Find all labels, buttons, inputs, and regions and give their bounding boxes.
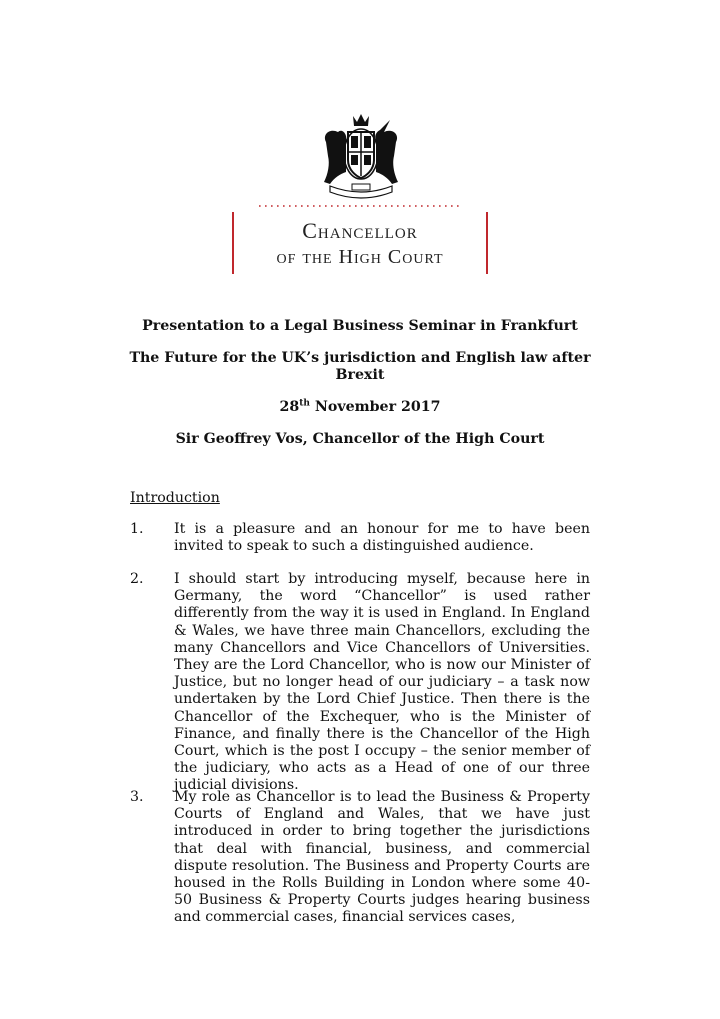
- paragraph-3: [130, 789, 590, 927]
- date-rest: November 2017: [309, 399, 441, 415]
- title-block: [120, 318, 600, 463]
- date-day: 28: [279, 399, 300, 415]
- topic-title: The Future for the UK’s jurisdiction and English law after Brexit: [129, 350, 591, 383]
- logo-title-line-2: of the High Court: [276, 246, 444, 268]
- date-line: [120, 399, 600, 416]
- paragraph-2: [130, 571, 590, 795]
- paragraph-number: 3.: [130, 789, 144, 805]
- paragraph-number: 1.: [130, 521, 144, 537]
- section-heading: Introduction: [130, 490, 220, 506]
- paragraph-1: [130, 521, 590, 555]
- date-suffix: th: [299, 398, 310, 409]
- paragraph-text: My role as Chancellor is to lead the Business & Property Courts of England and Wales, that we have just introduced in order to bring together the jurisdictions that deal with financial, business, and commercial dispute resolution. The Business and Property Courts are housed in the Rolls Building in London where some 40-50 Business & Property Courts judges hearing business and commercial cases, financial services cases,: [174, 789, 590, 926]
- chancellor-logo: [232, 108, 488, 274]
- paragraph-number: 2.: [130, 571, 144, 587]
- dotted-divider: [258, 204, 462, 208]
- royal-coat-of-arms-icon: [316, 112, 406, 200]
- event-title: Presentation to a Legal Business Seminar in Frankfurt: [142, 318, 578, 334]
- paragraph-text: I should start by introducing myself, because here in Germany, the word “Chancellor” is used rather differently from the way it is used in England. In England & Wales, we have three main Chancellors, excluding the many Chancellors and Vice Chancellors of Universities. They are the Lord Chancellor, who is now our Minister of Justice, but no longer head of our judiciary – a task now undertaken by the Lord Chief Justice. Then there is the Chancellor of the Exchequer, who is the Minister of Finance, and finally there is the Chancellor of the High Court, which is the post I occupy – the senior member of the judiciary, who acts as a Head of one of our three judicial divisions.: [174, 571, 590, 794]
- speaker-line: Sir Geoffrey Vos, Chancellor of the High Court: [175, 431, 545, 447]
- logo-title-line-1: Chancellor: [302, 218, 418, 243]
- paragraph-text: It is a pleasure and an honour for me to have been invited to speak to such a distinguished audience.: [174, 521, 590, 555]
